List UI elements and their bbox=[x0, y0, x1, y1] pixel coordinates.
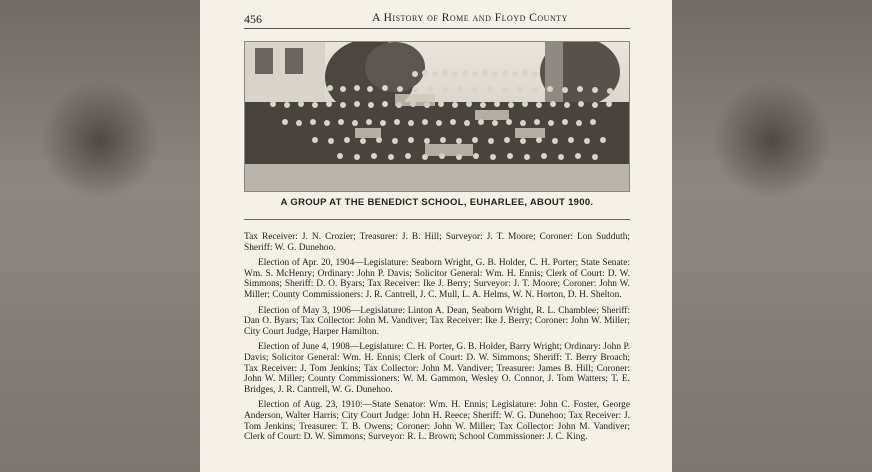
group-photograph bbox=[244, 41, 630, 192]
paragraph: Election of May 3, 1906—Legislature: Linton A. Dean, Seaborn Wright, R. L. Chamblee; Sheriff: Dan O. Byars; Tax Collector: John M. Vandiver; Tax Receiver: Ike J. Berry; Coroner: John W. Miller; City Court Judge, Harper Hamilton. bbox=[244, 305, 630, 337]
divider-rule bbox=[244, 219, 630, 220]
body-text bbox=[244, 232, 630, 448]
photo-caption: A GROUP AT THE BENEDICT SCHOOL, EUHARLEE, ABOUT 1900. bbox=[280, 197, 594, 208]
background-blur-left bbox=[0, 0, 200, 472]
photo-illustration bbox=[245, 42, 629, 191]
book-page bbox=[200, 0, 672, 472]
paragraph: Election of Apr. 20, 1904—Legislature: Seaborn Wright, G. B. Holder, C. H. Porter; State Senate: Wm. S. McHenry; Ordinary: John P. Davis; Solicitor General: Wm. H. Ennis; Clerk of Court: D. W. Simmons; Sheriff: D. O. Byars; Tax Receiver: Ike J. Berry; Surveyor: J. T. Moore; Coroner: John W. Miller; County Commissioners: J. R. Cantrell, J. C. Mull, L. A. Helms, W. N. Horton, D. H. Shelton. bbox=[244, 258, 630, 300]
paragraph: Election of June 4, 1908—Legislature: C. H. Porter, G. B. Holder, Barry Wright; Ordinary: John P. Davis; Solicitor General: Wm. H. Ennis; Clerk of Court: D. W. Simmons; Sheriff: T. Berry Broach; Tax Receiver: J. Tom Jenkins; Tax Collector: John M. Vandiver; Treasurer: James B. Hill; Coroner: John W. Miller; County Commissioners: W. M. Gammon, Wesley O. Connor, J. Tom Watters; T. E. Bridges, J. R. Cantrell, W. G. Dunehoo. bbox=[244, 342, 630, 395]
paragraph: Election of Aug. 23, 1910:—State Senator: Wm. H. Ennis; Legislature: John C. Foster, George Anderson, Walter Harris; City Court Judge: John H. Reece; Sheriff: W. G. Dunehoo; Tax Receiver: J. Tom Jenkins; Treasurer: T. B. Owens; Coroner: John W. Miller; Tax Collector: John M. Vandiver; Clerk of Court: D. W. Simmons; Surveyor: R. L. Brown; School Commissioner: J. C. King. bbox=[244, 400, 630, 443]
background-blur-right bbox=[672, 0, 872, 472]
paragraph: Tax Receiver: J. N. Crozier; Treasurer: J. B. Hill; Surveyor: J. T. Moore; Coroner: Lon Sudduth; Sheriff: W. G. Dunehoo. bbox=[244, 232, 630, 253]
page-header bbox=[244, 10, 630, 29]
page-number: 456 bbox=[244, 12, 262, 26]
running-title: A History of Rome and Floyd County bbox=[372, 12, 568, 24]
